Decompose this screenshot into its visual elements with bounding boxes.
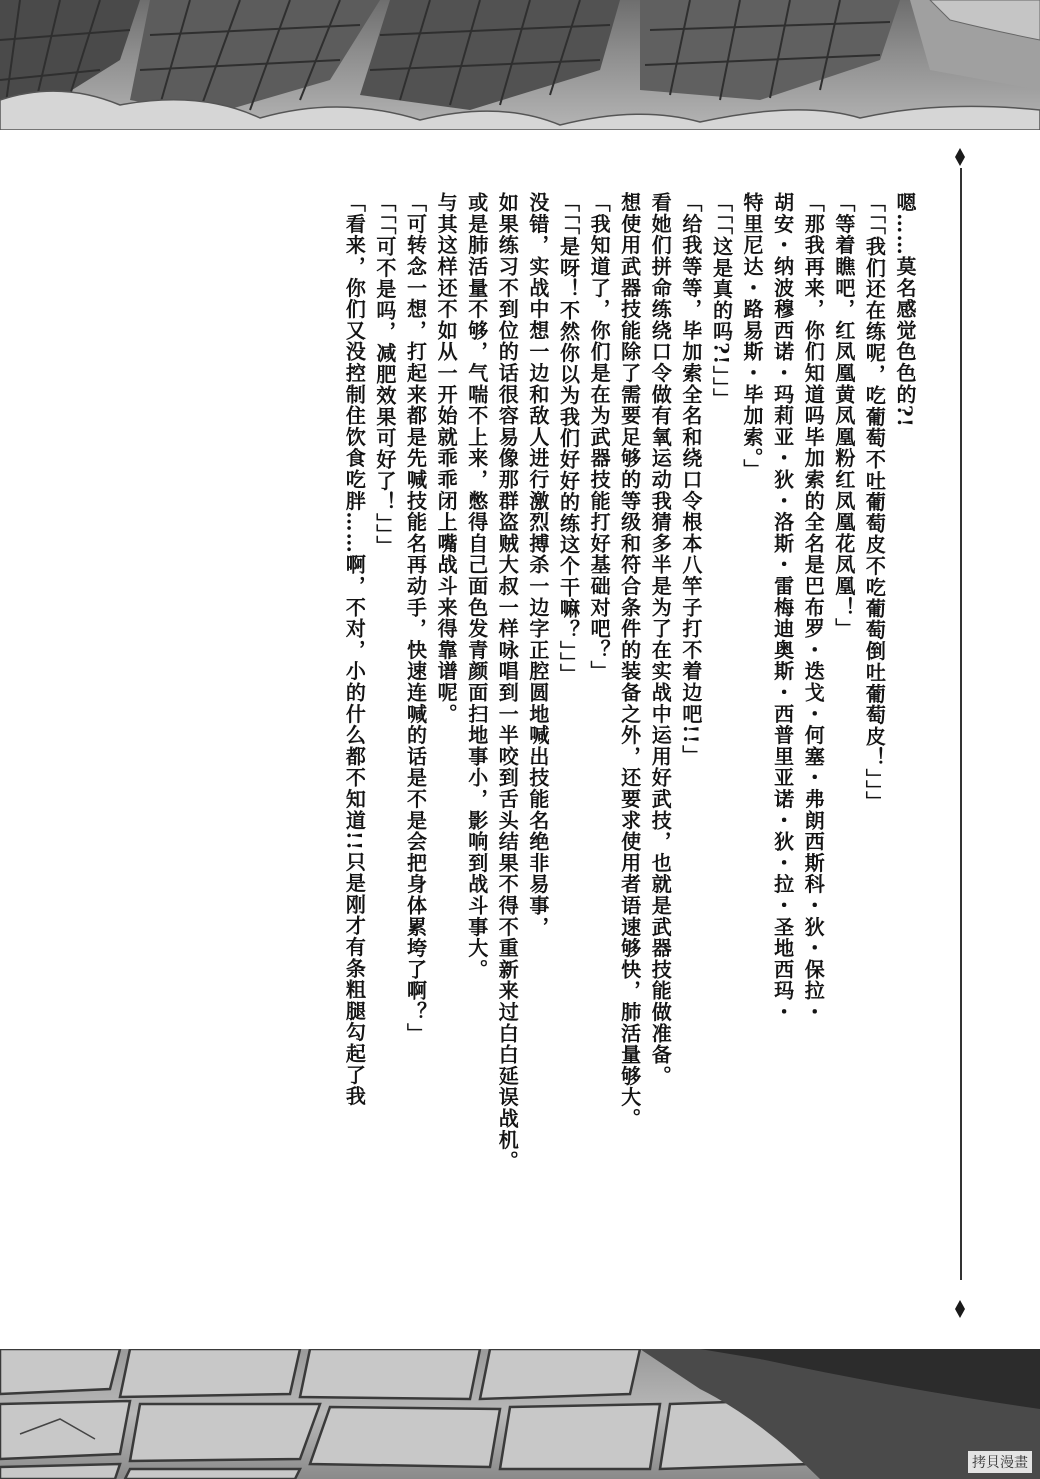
text-line: 「那我再来，你们知道吗毕加索的全名是巴布罗・迭戈・何塞・弗朗西斯科・狄・保拉・ bbox=[801, 192, 826, 1023]
text-line: 嗯……莫名感觉色色的?! bbox=[893, 192, 917, 429]
text-line: 与其这样还不如从一开始就乖乖闭上嘴战斗来得靠谱呢。 bbox=[434, 192, 459, 725]
text-line: 或是肺活量不够，气喘不上来，憋得自己面色发青颜面扫地事小，影响到战斗事大。 bbox=[464, 192, 489, 981]
margin-rule bbox=[960, 168, 962, 1280]
text-line: 特里尼达・路易斯・毕加索。」 bbox=[740, 192, 765, 481]
text-line: 如果练习不到位的话很容易像那群盗贼大叔一样咏唱到一半咬到舌头结果不得不重新来过白白延误战机。 bbox=[495, 192, 520, 1172]
text-line: 「看来，你们又没控制住饮食吃胖……啊，不对，小的什么都不知道!!只是刚才有条粗腿勾起了我 bbox=[342, 192, 367, 1107]
text-line: 「等着瞧吧，红凤凰黄凤凰粉红凤凰花凤凰！」 bbox=[831, 192, 856, 640]
top-illustration-banner bbox=[0, 0, 1040, 130]
diamond-ornament-bottom-icon bbox=[955, 1300, 965, 1318]
text-line: 「我知道了，你们是在为武器技能打好基础对吧？」 bbox=[587, 192, 612, 682]
text-line: 没错，实战中想一边和敌人进行激烈搏杀一边字正腔圆地喊出技能名绝非易事， bbox=[525, 192, 550, 938]
text-line: 「「「这是真的吗?!」」」 bbox=[709, 192, 734, 410]
text-line: 看她们拼命练绕口令做有氧运动我猜多半是为了在实战中运用好武技，也就是武器技能做准备。 bbox=[648, 192, 673, 1087]
text-line: 想使用武器技能除了需要足够的等级和符合条件的装备之外，还要求使用者语速够快，肺活量够大。 bbox=[617, 192, 642, 1130]
text-line: 「「「我们还在练呢，吃葡萄不吐葡萄皮不吃葡萄倒吐葡萄皮！」」」 bbox=[862, 192, 887, 813]
text-line: 胡安・纳波穆西诺・玛莉亚・狄・洛斯・雷梅迪奥斯・西普里亚诺・狄・拉・圣地西玛・ bbox=[770, 192, 795, 1023]
source-watermark: 拷貝漫畫 bbox=[968, 1451, 1032, 1473]
text-line: 「可转念一想，打起来都是先喊技能名再动手，快速连喊的话是不是会把身体累垮了啊？」 bbox=[403, 192, 428, 1044]
text-line: 「「「可不是吗，减肥效果可好了！」」」 bbox=[372, 192, 397, 557]
text-line: 「「「是呀！不然你以为我们好好的练这个干嘛？」」」 bbox=[556, 192, 581, 685]
bottom-illustration-banner bbox=[0, 1349, 1040, 1479]
diamond-ornament-top-icon bbox=[955, 148, 965, 166]
vertical-text-body bbox=[70, 192, 920, 1332]
rooftop-illustration bbox=[0, 0, 1040, 130]
cobblestone-illustration bbox=[0, 1349, 1040, 1479]
text-line: 「给我等等，毕加索全名和绕口令根本八竿子打不着边吧!!」 bbox=[678, 192, 703, 766]
